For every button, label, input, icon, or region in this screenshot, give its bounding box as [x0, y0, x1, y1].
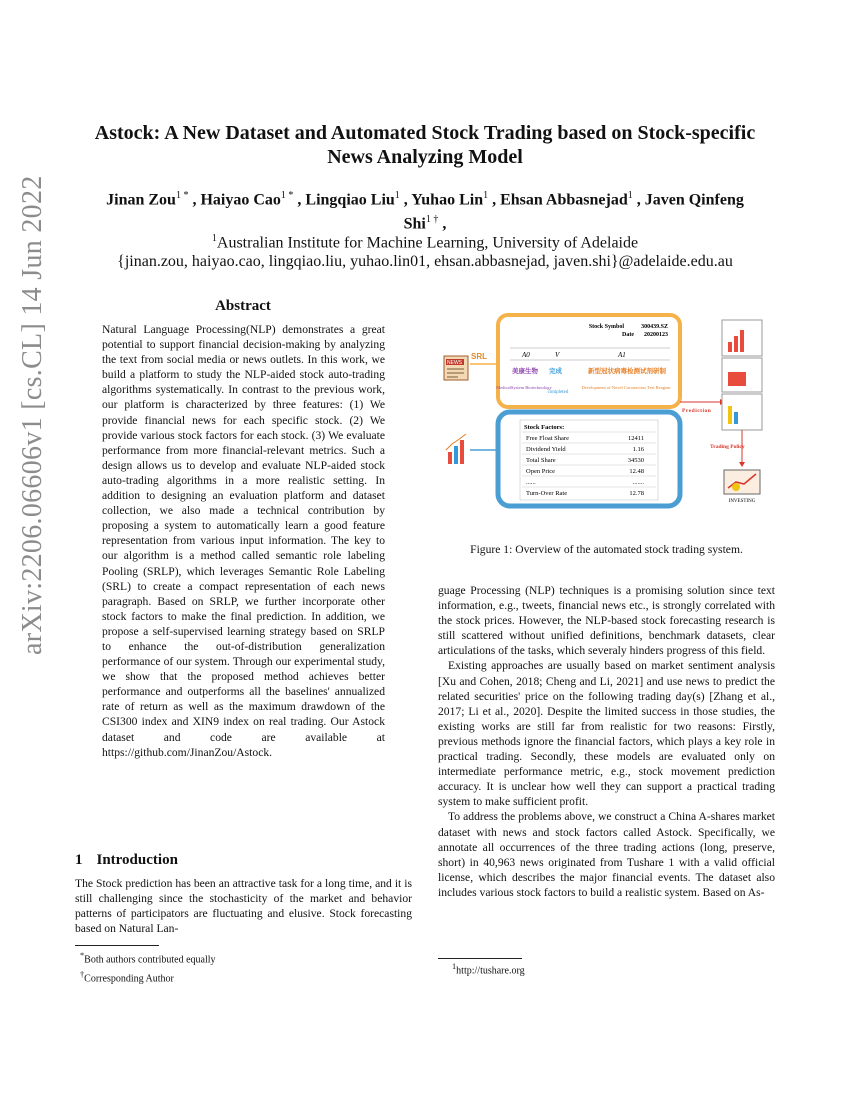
a0-en: MedicalSystem Biotechnology [496, 385, 552, 390]
prediction-label: Prediction [682, 408, 712, 414]
factor-value: 12411 [627, 435, 644, 442]
v-en: completed [547, 390, 569, 395]
investing-icon [724, 470, 760, 494]
investing-label: INVESTING [728, 499, 756, 504]
paragraph: To address the problems above, we construct a China A-shares market dataset with news and stock factors called Astock. Specifically, we annotate all occurrences of the three trading actions (long, preserve, short) in 40,963 news originated from Tushare 1 with a valid official license, which describes the major financial events. The dataset also includes various stock factors to build a realistic system. Based on As- [438, 810, 775, 899]
factors-title: Stock Factors: [524, 424, 565, 431]
section-heading [75, 852, 178, 869]
abstract-heading: Abstract [215, 298, 271, 314]
srl-label: SRL [471, 352, 487, 361]
factor-value: ....... [632, 479, 644, 486]
section-title: Introduction [96, 852, 178, 868]
a1-label: A1 [618, 351, 626, 359]
factor-value: 34530 [627, 457, 644, 464]
a1-cn: 新型冠状病毒检测试剂研制 [588, 368, 666, 375]
stock-symbol-label: Stock Symbol [588, 324, 624, 330]
author-name: Jinan Zou [106, 191, 176, 209]
date-value: 20200123 [644, 332, 668, 338]
intro-paragraph: The Stock prediction has been an attractive task for a long time, and it is still challenging since the stochasticity of the market and behavior patterns of participators are fluctuating and elusive. Stock forecasting based on Natural Lan- [75, 877, 412, 936]
author-name: Yuhao Lin [411, 191, 484, 209]
arxiv-identifier: arXiv:2206.06606v1 [cs.CL] 14 Jun 2022 [17, 175, 48, 655]
date-label: Date [622, 332, 634, 338]
author-name: Ehsan Abbasnejad [500, 191, 628, 209]
a1-en: Development of Novel Coronavirus Test Reagent [581, 385, 671, 390]
figure-caption: Figure 1: Overview of the automated stock trading system. [470, 543, 743, 556]
factor-name: ...... [526, 479, 536, 486]
footnotes-left: *Both authors contributed equally †Corresponding Author [80, 951, 216, 985]
news-icon [444, 356, 468, 380]
footnote-right: $^1$http://tushare.org [452, 962, 525, 977]
factor-name: Open Price [526, 468, 556, 475]
author-name: Haiyao Cao [200, 191, 281, 209]
author-name: Shi [403, 215, 426, 233]
paragraph: guage Processing (NLP) techniques is a promising solution since text information, e.g., tweets, financial news etc., is strongly correlated with the stock prices. However, the NLP-based stock forecasting research is still scattered without unified definitions, benchmark datasets, clear articulations of the tasks, which severaly hinders progress of this field. [438, 584, 775, 658]
footnote-divider [438, 958, 522, 959]
right-column-text [438, 583, 775, 900]
author-list: Jinan Zou$^{1 *}$ , Haiyao Cao$^{1 *}$ , Lingqiao Liu$^1$ , Yuhao Lin$^1$ , Ehsan Abbasnejad$^1$ , Javen Qinfeng Shi$^{1 \dagger}$ , [106, 190, 744, 233]
prediction-charts [722, 320, 762, 430]
v-cn: 完成 [549, 368, 562, 375]
news-label: NEWS [447, 360, 462, 366]
paragraph: Existing approaches are usually based on market sentiment analysis [Xu and Cohen, 2018; Cheng and Li, 2021] and use news to predict the related securities' price on the following trading day(s) [Zhang et al., 2017; Li et al., 2020]. Despite the limited success in those studies, the existing works are still far from realistic for two reasons: Firstly, previous methods ignore the financial factors, which plays a key role in practical trading. Secondly, these models are evaluated only on intermediate performance metric, e.g., stock movement prediction accuracy. It is unclear how well they can support a practical trading system to make sufficient profit. [438, 659, 775, 809]
factor-name: Total Share [526, 457, 556, 464]
author-name: Javen Qinfeng [644, 191, 744, 209]
figure-overview [438, 312, 775, 512]
factor-value: 12.48 [629, 468, 644, 475]
section-number: 1 [75, 852, 83, 868]
a0-label: A0 [522, 351, 530, 359]
affiliation: $^1$Australian Institute for Machine Learning, University of Adelaide [211, 233, 639, 252]
paper-title: Astock: A New Dataset and Automated Stock Trading based on Stock-specific News Analyzing Model [94, 122, 756, 168]
abstract-body: Natural Language Processing(NLP) demonstrates a great potential to support financial decision-making by analyzing the text from social media or news outlets. In this work, we build a platform to study the NLP-aided stock auto-trading algorithms systematically. In contrast to the previous work, our platform is characterized by three features: (1) We provide financial news for each specific stock. (2) We provide various stock factors for each stock. (3) We evaluate performance from more financial-relevant metrics. Such a design allows us to develop and evaluate NLP-aided stock auto-trading algorithms in a more realistic setting. In addition to designing an evaluation platform and dataset collection, we also made a technical contribution by proposing a system to automatically learn a good feature representation from various input information. The key to our algorithm is a method called semantic role labeling Pooling (SRLP), which leverages Semantic Role Labeling (SRL) to create a compact representation of each news paragraph. Based on SRLP, we further incorporate other stock factors to make the final prediction. In addition, we propose a self-supervised learning strategy based on SRLP to enhance the out-of-distribution generalization performance of our system. Through our experimental study, we show that the proposed method achieves better performance and outperforms all the baselines' annualized rate of return as well as the maximum drawdown of the CSI300 index and XIN9 index on real trading. Our Astock dataset and code are available at https://github.com/JinanZou/Astock. [102, 323, 385, 759]
a0-cn: 美康生物 [512, 368, 538, 375]
factor-value: 12.78 [629, 490, 644, 497]
author-name: Lingqiao Liu [305, 191, 395, 209]
factor-name: Dividend Yield [526, 446, 566, 453]
trading-policy-label: Trading Policy [710, 444, 745, 450]
factor-name: Free Float Share [526, 435, 569, 442]
factor-value: 1.16 [632, 446, 644, 453]
author-emails: {jinan.zou, haiyao.cao, lingqiao.liu, yuhao.lin01, ehsan.abbasnejad, javen.shi}@adelaide.edu.au [117, 253, 733, 270]
footnote-divider [75, 945, 159, 946]
v-label: V [555, 351, 560, 359]
chart-icon [446, 434, 466, 464]
stock-symbol: 300439.SZ [641, 324, 668, 330]
factor-name: Turn-Over Rate [526, 490, 568, 497]
